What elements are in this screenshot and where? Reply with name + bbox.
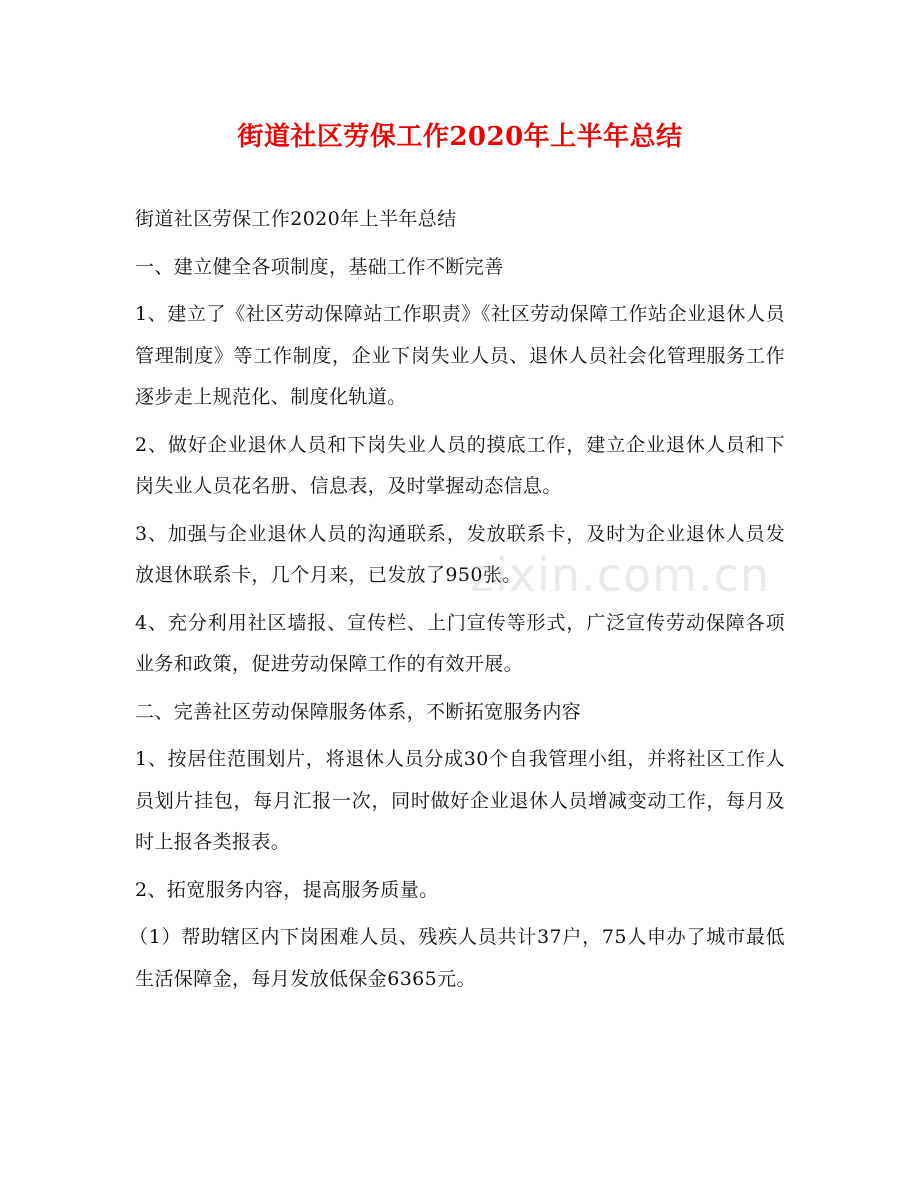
paragraph-item-2-2: 2、拓宽服务内容，提高服务质量。 xyxy=(135,878,439,901)
document-title: 街道社区劳保工作2020年上半年总结 xyxy=(237,122,683,152)
paragraph-item-1-2: 2、做好企业退休人员和下岗失业人员的摸底工作，建立企业退休人员和下岗失业人员花名册、信息表，及时掌握动态信息。 xyxy=(135,433,785,497)
watermark: zixin.com.cn xyxy=(470,548,771,602)
paragraph-item-1-3: 3、加强与企业退休人员的沟通联系，发放联系卡，及时为企业退休人员发放退休联系卡，几个月来，已发放了950张。 xyxy=(135,522,785,586)
section-heading-2: 二、完善社区劳动保障服务体系，不断拓宽服务内容 xyxy=(135,700,582,723)
section-heading-1: 一、建立健全各项制度，基础工作不断完善 xyxy=(135,255,504,278)
paragraph-item-1-1: 1、建立了《社区劳动保障站工作职责》《社区劳动保障工作站企业退休人员管理制度》等工作制度，企业下岗失业人员、退休人员社会化管理服务工作逐步走上规范化、制度化轨道。 xyxy=(135,303,785,408)
paragraph-item-1-4: 4、充分利用社区墙报、宣传栏、上门宣传等形式，广泛宣传劳动保障各项业务和政策，促进劳动保障工作的有效开展。 xyxy=(135,611,785,675)
paragraph-subtitle: 街道社区劳保工作2020年上半年总结 xyxy=(135,208,457,230)
paragraph-item-2-1: 1、按居住范围划片，将退休人员分成30个自我管理小组，并将社区工作人员划片挂包，每月汇报一次，同时做好企业退休人员增减变动工作，每月及时上报各类报表。 xyxy=(135,748,785,853)
document-body xyxy=(129,199,785,1006)
paragraph-item-2-2-1: （1）帮助辖区内下岗困难人员、残疾人员共计37户，75人申办了城市最低生活保障金，每月发放低保金6365元。 xyxy=(129,926,785,990)
